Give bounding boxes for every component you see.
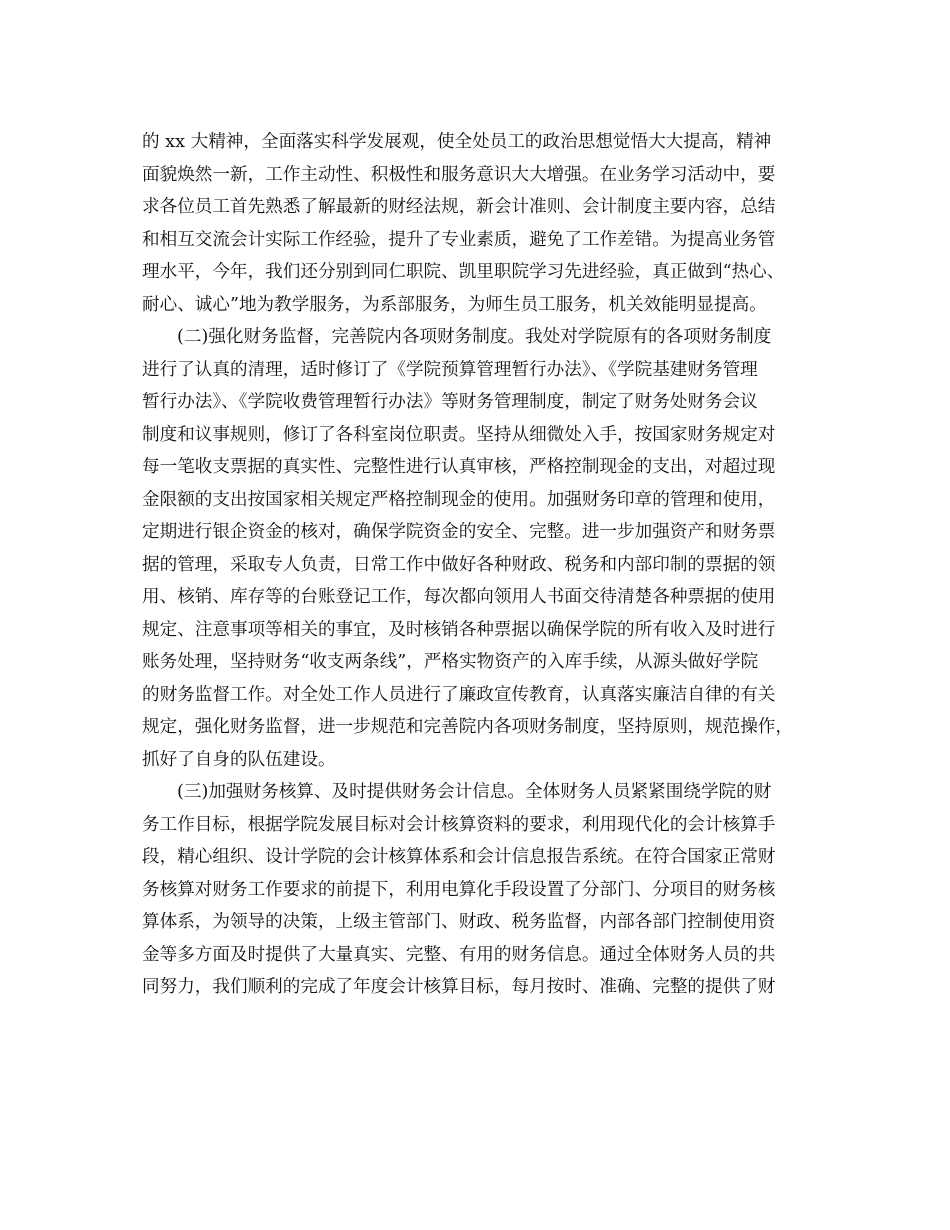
text-line: 同努力，我们顺利的完成了年度会计核算目标，每月按时、准确、完整的提供了财 [142,977,776,997]
text-line: 规定、注意事项等相关的事宜，及时核销各种票据以确保学院的所有收入及时进行 [142,619,776,640]
text-line: 的 xx 大精神，全面落实科学发展观，使全处员工的政治思想觉悟大大提高，精神 [142,132,772,152]
paragraph-start-line: (三)加强财务核算、及时提供财务会计信息。全体财务人员紧紧围绕学院的财 [177,782,772,802]
text-line: 用、核销、库存等的台账登记工作，每次都向领用人书面交待清楚各种票据的使用 [142,587,776,607]
text-line: 算体系，为领导的决策，上级主管部门、财政、税务监督，内部各部门控制使用资 [142,912,776,932]
text-line: 暂行办法》、《学院收费管理暂行办法》等财务管理制度，制定了财务处财务会议 [142,392,758,412]
text-line: 面貌焕然一新，工作主动性、积极性和服务意识大大增强。在业务学习活动中，要 [142,164,776,185]
text-line: 段，精心组织、设计学院的会计核算体系和会计信息报告系统。在符合国家正常财 [142,847,776,867]
body-text [142,126,832,1004]
text-line: 账务处理，坚持财务“收支两条线”，严格实物资产的入库手续，从源头做好学院 [142,652,759,672]
text-line: 据的管理，采取专人负责，日常工作中做好各种财政、税务和内部印制的票据的领 [142,554,776,575]
text-line: 进行了认真的清理，适时修订了《学院预算管理暂行办法》、《学院基建财务管理 [142,359,758,380]
text-line: 抓好了自身的队伍建设。 [142,749,336,770]
text-line: 金限额的支出按国家相关规定严格控制现金的使用。加强财务印章的管理和使用， [142,489,776,510]
text-line: 每一笔收支票据的真实性、完整性进行认真审核，严格控制现金的支出，对超过现 [142,457,776,477]
text-line: 求各位员工首先熟悉了解最新的财经法规，新会计准则、会计制度主要内容，总结 [142,197,776,217]
paragraph-start-line: (二)强化财务监督，完善院内各项财务制度。我处对学院原有的各项财务制度 [177,327,772,347]
text-line: 务核算对财务工作要求的前提下，利用电算化手段设置了分部门、分项目的财务核 [142,879,776,900]
text-line: 的财务监督工作。对全处工作人员进行了廉政宣传教育，认真落实廉洁自律的有关 [142,684,776,705]
text-line: 和相互交流会计实际工作经验，提升了专业素质，避免了工作差错。为提高业务管 [142,229,776,250]
text-line: 务工作目标，根据学院发展目标对会计核算资料的要求，利用现代化的会计核算手 [142,814,776,835]
text-line: 规定，强化财务监督，进一步规范和完善院内各项财务制度，坚持原则，规范操作， [142,717,793,737]
text-line: 理水平，今年，我们还分别到同仁职院、凯里职院学习先进经验，真正做到“热心、 [142,262,785,282]
text-line: 定期进行银企资金的核对，确保学院资金的安全、完整。进一步加强资产和财务票 [142,522,776,542]
text-line: 耐心、诚心”地为教学服务，为系部服务，为师生员工服务，机关效能明显提高。 [142,294,767,315]
text-line: 金等多方面及时提供了大量真实、完整、有用的财务信息。通过全体财务人员的共 [142,944,776,965]
text-line: 制度和议事规则，修订了各科室岗位职责。坚持从细微处入手，按国家财务规定对 [142,424,776,445]
